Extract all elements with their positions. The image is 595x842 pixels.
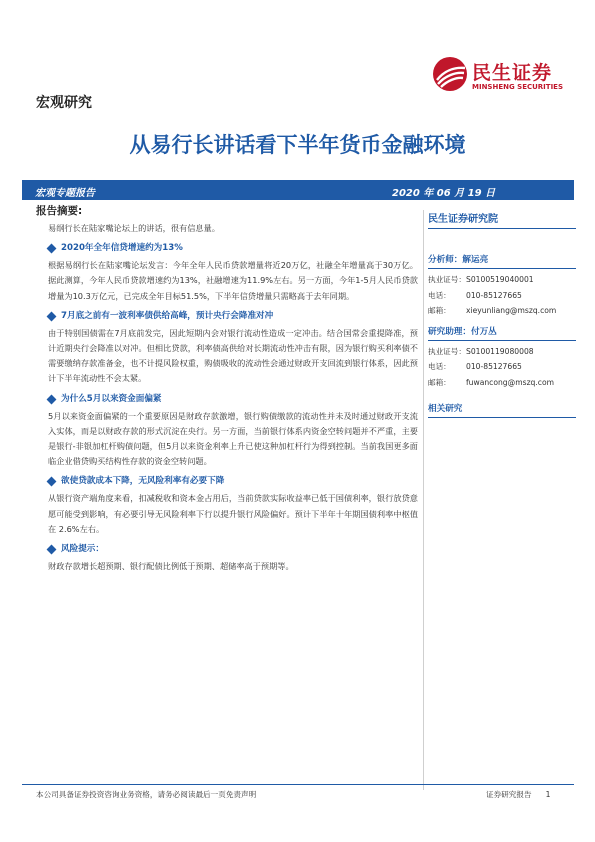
- analyst-email-link[interactable]: xieyunliang@mszq.com: [466, 306, 557, 315]
- assistant-label: 研究助理：: [428, 326, 471, 337]
- assistant-heading: [428, 325, 576, 341]
- analyst-name: 解运亮: [462, 255, 489, 265]
- abstract-label: 报告摘要:: [36, 205, 83, 217]
- report-category: 宏观研究: [36, 95, 92, 111]
- row-value: 010-85127665: [466, 290, 522, 300]
- assistant-row: [428, 375, 576, 391]
- row-key: 执业证号：: [428, 346, 466, 356]
- analyst-label: 分析师：: [428, 255, 463, 265]
- section-paragraph: 5月以来资金面偏紧的一个重要原因是财政存款激增，银行购债缴款的流动性并未及时通过财政开支流入实体，而是以财政存款的形式沉淀在央行。另一方面，当前银行体系内资金空转问题并不严重，主要是银行-非银加杠杆购债问题，但5月以来资金利率上升已使这种加杠杆行为得到控制。当前我国更多面临企业借贷购买结构性存款的资金空转问题。: [48, 410, 418, 467]
- row-key: 电话：: [428, 290, 451, 300]
- report-type: 宏观专题报告: [35, 188, 95, 199]
- assistant-row: [428, 359, 576, 375]
- abstract-column: [36, 203, 418, 578]
- risk-paragraph: 财政存款增长超预期、银行配债比例低于预期、超储率高于预期等。: [48, 561, 294, 572]
- section-heading: 欲使贷款成本下降，无风险利率有必要下降: [48, 475, 418, 488]
- section-paragraph: 由于特别国债需在7月底前发完，因此短期内会对银行流动性造成一定冲击。结合国常会重提降准，预计近期央行会降准以对冲。但相比贷款，利率债高供给对长期流动性冲击有限，因为银行购买利率债不需要缴纳存款准备金，也不计提风险权重，购债吸收的流动性会通过财政开支回流到银行体系，因此预计下半年流动性不会太紧。: [48, 327, 418, 384]
- section-heading: 7月底之前有一波利率债供给高峰，预计央行会降准对冲: [48, 310, 418, 323]
- report-title: 从易行长讲话看下半年货币金融环境: [129, 133, 466, 157]
- footer-divider: [22, 784, 574, 785]
- analyst-heading: [428, 253, 576, 269]
- company-logo: [432, 56, 572, 100]
- analyst-row: [428, 288, 576, 304]
- row-key: 电话：: [428, 362, 451, 371]
- row-value: 010-85127665: [466, 362, 522, 371]
- row-key: 邮箱：: [428, 306, 451, 315]
- institute-name: 民生证券研究院: [428, 210, 576, 229]
- logo-text-cn: 民生证券: [472, 62, 553, 84]
- risk-heading: 风险提示：: [48, 543, 418, 556]
- row-key: 执业证号：: [428, 275, 466, 284]
- page-number: 1: [545, 790, 551, 799]
- row-value: S0100119080008: [466, 346, 534, 356]
- assistant-name: 付万丛: [470, 326, 497, 337]
- footer-report-type: 证券研究报告: [486, 790, 532, 799]
- assistant-email-link[interactable]: fuwancong@mszq.com: [466, 377, 555, 387]
- section-paragraph: 从银行资产端角度来看，扣减税收和资本金占用后，当前贷款实际收益率已低于国债利率，银行放贷意愿可能受到影响，有必要引导无风险利率下行以提升银行风险偏好。预计下半年十年期国债利率中枢值在 2.6%左右。: [48, 493, 418, 534]
- assistant-row: [428, 344, 576, 360]
- section-paragraph: 根据易纲行长在陆家嘴论坛发言：今年全年人民币贷款增量将近20万亿，社融全年增量高于30万亿。据此测算，今年人民币贷款增速约为13%，社融增速为11.9%左右。另一方面，今年1-5月人民币贷款增量为10.3万亿元，已完成全年目标51.5%，下半年信贷增量只需略高于去年同期。: [48, 260, 418, 301]
- related-research-heading: 相关研究: [428, 402, 576, 418]
- analyst-row: [428, 272, 576, 288]
- section-heading: 为什么5月以来资金面偏紧: [48, 393, 418, 406]
- footer-disclaimer: 本公司具备证券投资咨询业务资格，请务必阅读最后一页免责声明: [36, 790, 257, 799]
- column-divider: [423, 210, 424, 790]
- abstract-intro: 易纲行长在陆家嘴论坛上的讲话，很有信息量。: [48, 223, 220, 233]
- section-heading: 2020年全年信贷增速约为13%: [48, 242, 418, 255]
- logo-text-en: MINSHENG SECURITIES: [472, 83, 563, 91]
- sidebar: [428, 210, 576, 421]
- logo-emblem-icon: [432, 56, 468, 92]
- row-key: 邮箱：: [428, 377, 451, 387]
- analyst-row: [428, 303, 576, 319]
- row-value: S0100519040001: [466, 275, 534, 284]
- footer-meta: [486, 789, 550, 800]
- report-date: 2020 年 06 月 19 日: [392, 188, 496, 199]
